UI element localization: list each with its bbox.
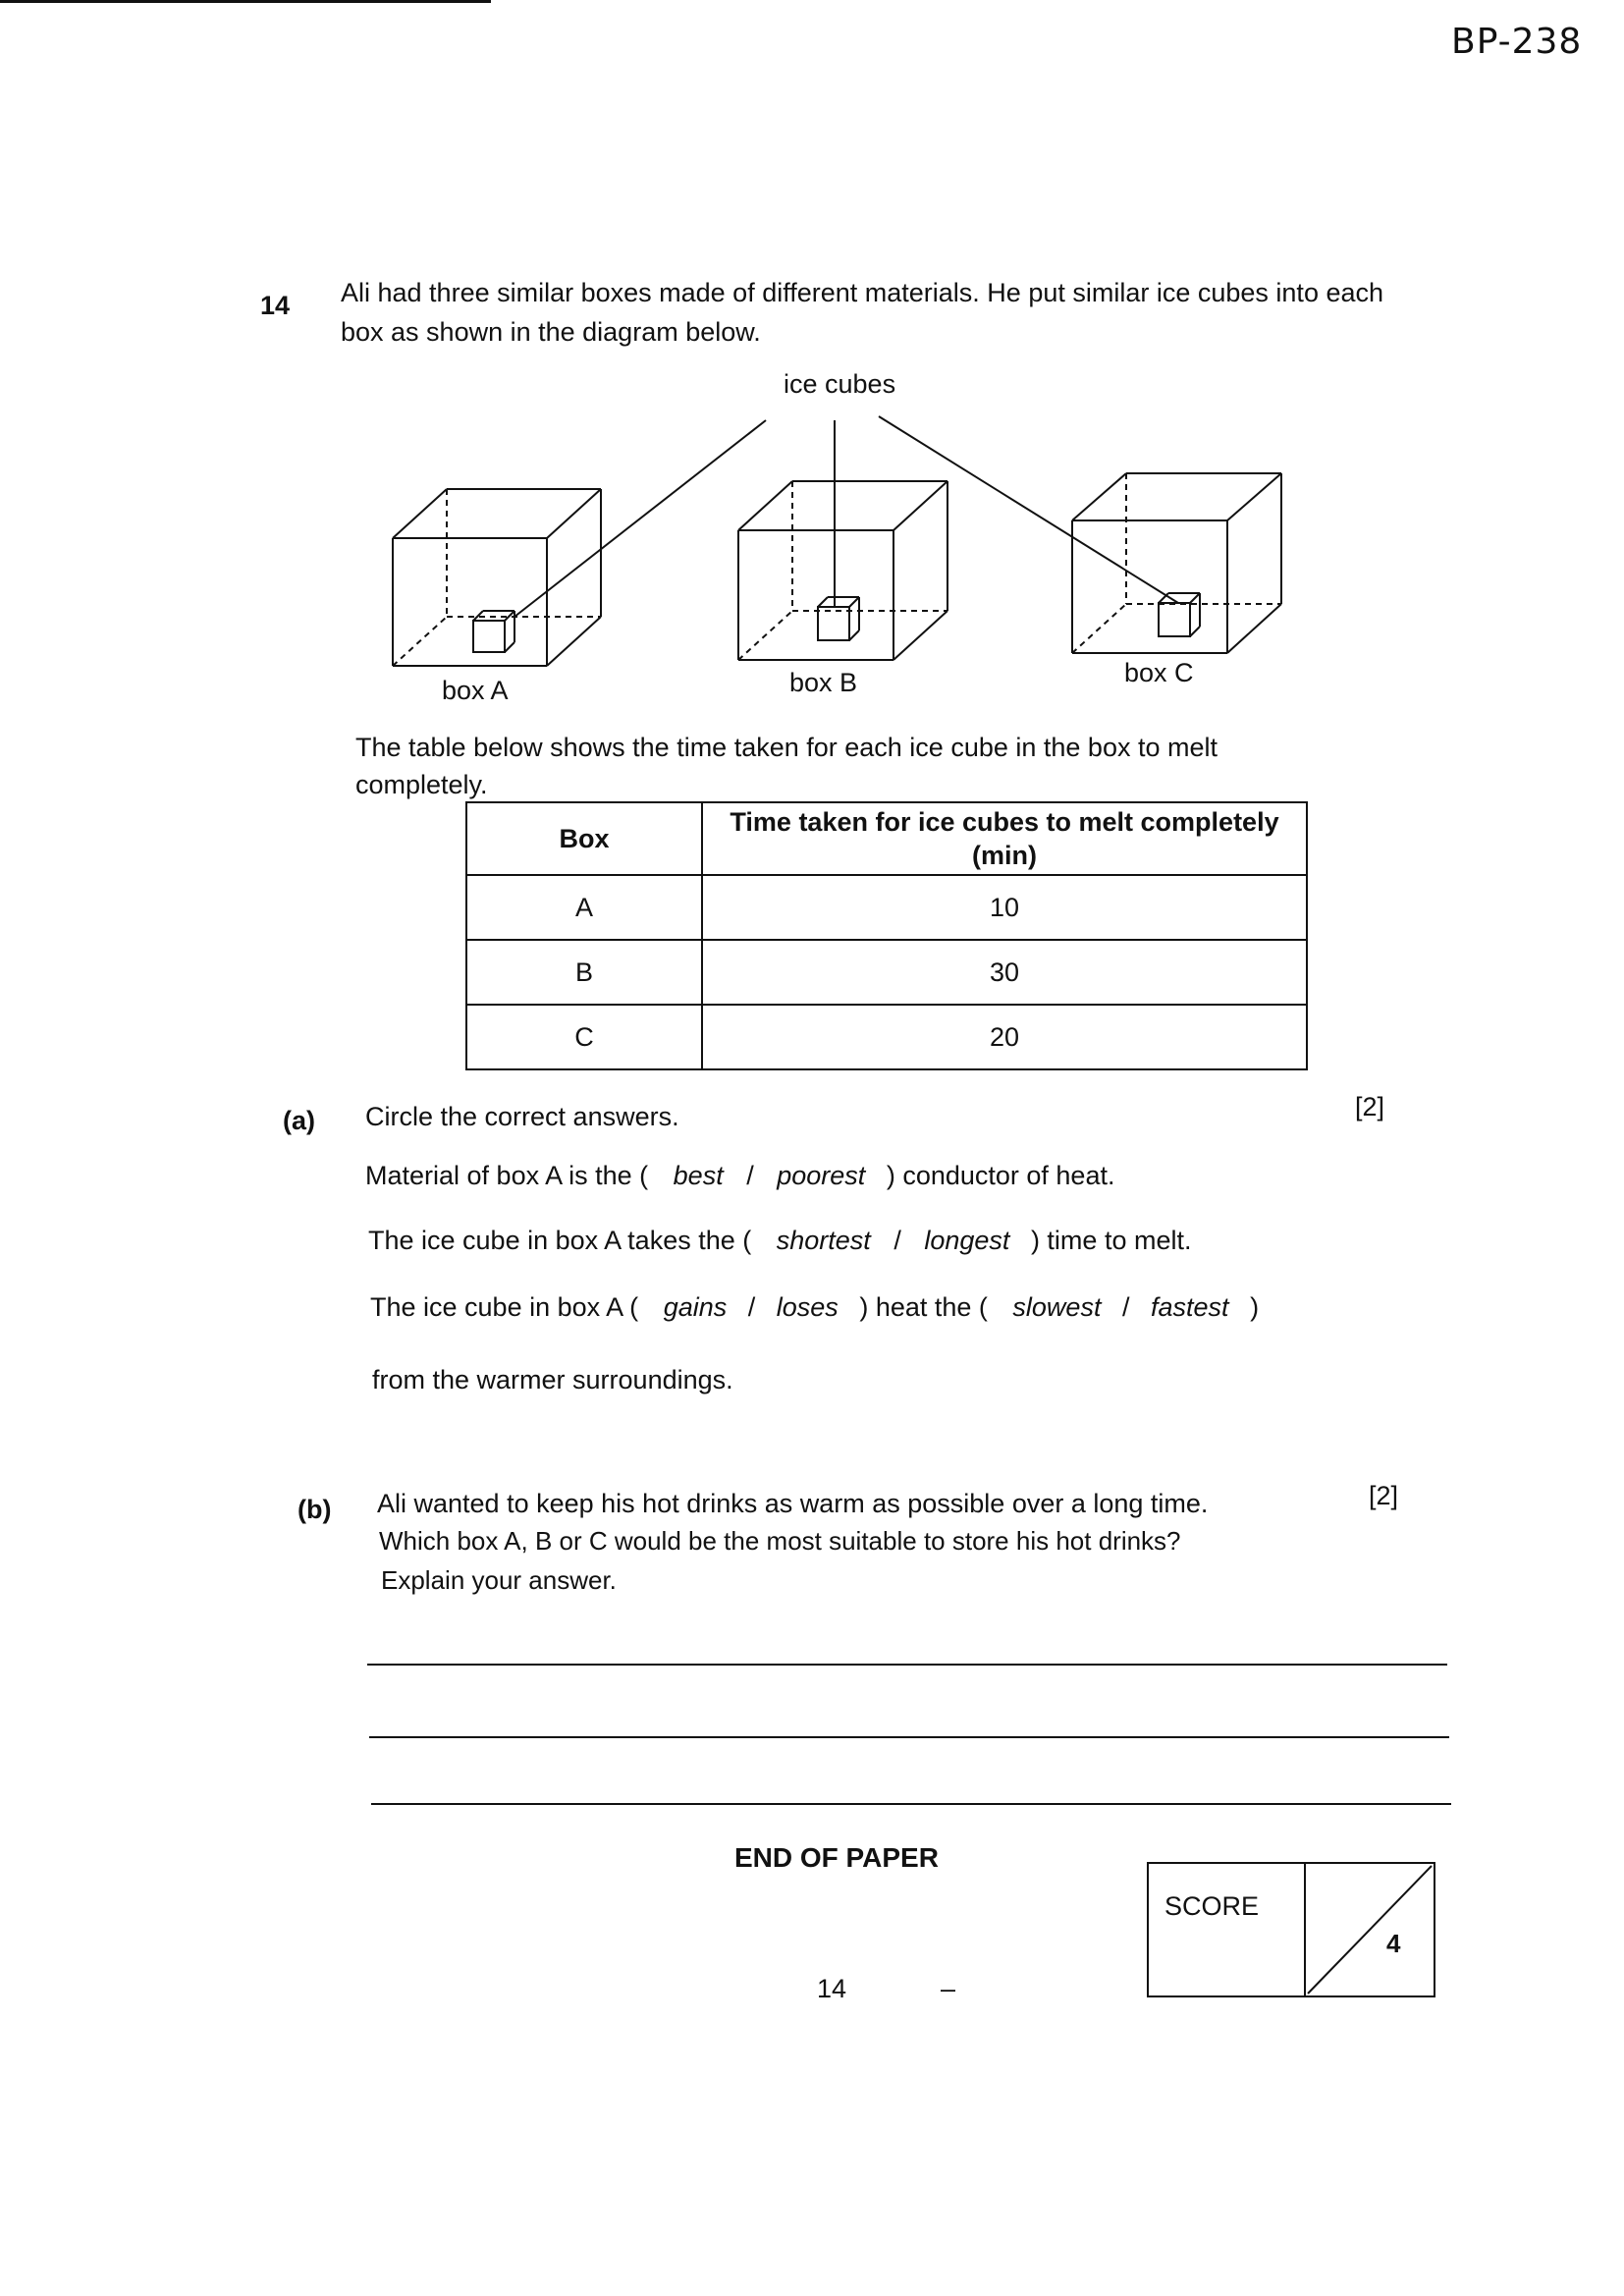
box-c-drawing — [1072, 473, 1281, 653]
option-fastest[interactable]: fastest — [1151, 1292, 1229, 1322]
box-a-drawing — [393, 489, 601, 666]
answer-line-2[interactable] — [369, 1736, 1449, 1738]
table-row — [466, 1005, 1307, 1069]
part-a-line-3: The ice cube in box A ( gains / loses ) heat the ( slowest / fastest ) — [370, 1292, 1260, 1322]
option-gains[interactable]: gains — [663, 1292, 728, 1322]
answer-line-1[interactable] — [367, 1664, 1447, 1666]
option-shortest[interactable]: shortest — [776, 1226, 871, 1255]
score-label: SCORE — [1164, 1891, 1260, 1921]
box-b-drawing — [738, 481, 947, 660]
option-poorest[interactable]: poorest — [777, 1161, 866, 1190]
answer-line-3[interactable] — [371, 1803, 1451, 1805]
option-best[interactable]: best — [673, 1161, 724, 1190]
table-cell-time: 20 — [702, 1005, 1307, 1069]
option-loses[interactable]: loses — [776, 1292, 839, 1322]
table-cell-box: A — [466, 875, 702, 940]
part-a-line-1: Material of box A is the ( best / poorest ) conductor of heat. — [365, 1161, 1115, 1190]
option-slowest[interactable]: slowest — [1012, 1292, 1102, 1322]
table-intro: The table below shows the time taken for each ice cube in the box to melt completely. — [355, 733, 1218, 799]
table-cell-time: 10 — [702, 875, 1307, 940]
score-max: 4 — [1386, 1929, 1401, 1958]
box-a-label: box A — [442, 676, 509, 705]
part-a-marks: [2] — [1355, 1092, 1385, 1121]
table-row — [466, 875, 1307, 940]
part-a-line-4: from the warmer surroundings. — [372, 1365, 733, 1394]
part-b-text-2: Which box A, B or C would be the most suitable to store his hot drinks? — [379, 1526, 1181, 1556]
score-diagonal — [1306, 1864, 1434, 1995]
melt-time-table — [465, 801, 1308, 1070]
part-b-text-1: Ali wanted to keep his hot drinks as warm as possible over a long time. — [377, 1489, 1209, 1518]
table-header-row — [466, 802, 1307, 875]
table-row — [466, 940, 1307, 1005]
question-text: Ali had three similar boxes made of different materials. He put similar ice cubes into each box as shown in the diagram below. — [341, 278, 1384, 347]
page-dash: – — [941, 1974, 956, 2003]
table-cell-box: C — [466, 1005, 702, 1069]
paper-code: BP-238 — [1451, 22, 1583, 62]
table-cell-time: 30 — [702, 940, 1307, 1005]
end-of-paper: END OF PAPER — [734, 1842, 939, 1873]
option-longest[interactable]: longest — [924, 1226, 1010, 1255]
part-b-marks: [2] — [1369, 1481, 1399, 1510]
table-header-time: Time taken for ice cubes to melt completely (min) — [702, 802, 1307, 875]
part-b-label: (b) — [298, 1495, 332, 1524]
part-b-text-3: Explain your answer. — [381, 1565, 617, 1595]
score-box — [1147, 1862, 1435, 1997]
ice-cubes-label: ice cubes — [784, 369, 896, 399]
table-header-box: Box — [466, 802, 702, 875]
part-a-label: (a) — [283, 1106, 315, 1135]
table-cell-box: B — [466, 940, 702, 1005]
box-b-label: box B — [789, 668, 858, 697]
pointer-line-a — [514, 420, 766, 617]
box-c-label: box C — [1124, 658, 1194, 687]
boxes-diagram — [0, 0, 1624, 746]
part-a-instruction: Circle the correct answers. — [365, 1102, 679, 1131]
pointer-line-c — [879, 416, 1178, 603]
question-number: 14 — [260, 291, 291, 320]
part-a-line-2: The ice cube in box A takes the ( shortest / longest ) time to melt. — [368, 1226, 1192, 1255]
page-number: 14 — [817, 1974, 847, 2003]
